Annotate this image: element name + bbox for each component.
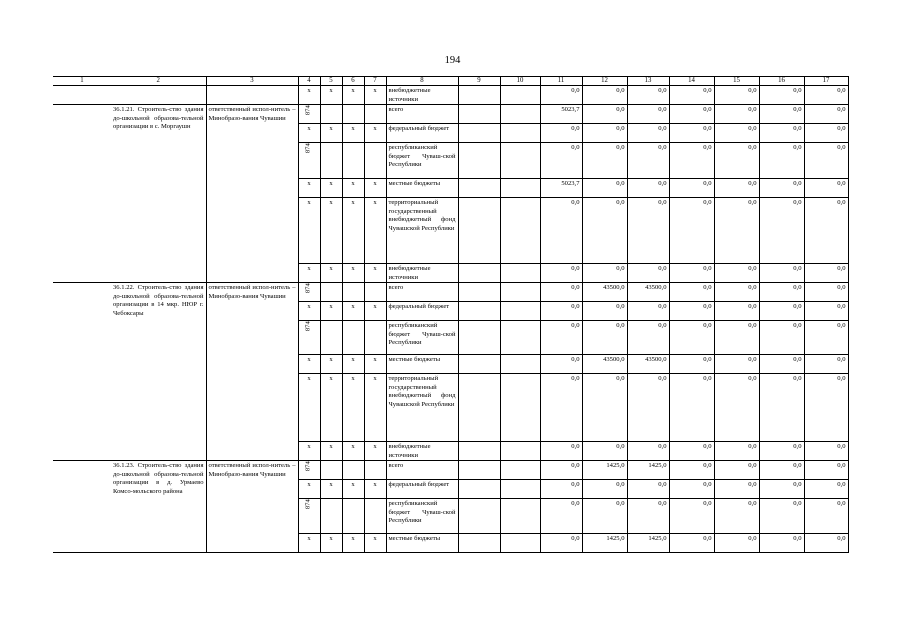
x-mark: х <box>364 86 386 105</box>
code-cell <box>298 283 320 302</box>
x-mark: х <box>342 124 364 143</box>
empty-cell <box>458 283 500 302</box>
empty-cell <box>500 143 540 179</box>
header-cell: 1 <box>53 77 111 86</box>
empty-cell <box>458 143 500 179</box>
value-cell: 0,0 <box>582 499 627 534</box>
x-mark: х <box>342 355 364 374</box>
value-cell: 0,0 <box>804 124 848 143</box>
value-cell: 0,0 <box>669 534 714 553</box>
x-mark: х <box>298 534 320 553</box>
empty-cell <box>364 499 386 534</box>
value-cell: 0,0 <box>627 499 669 534</box>
value-cell: 0,0 <box>759 198 804 264</box>
empty-cell <box>500 283 540 302</box>
col1-cell <box>53 461 111 553</box>
empty-cell <box>500 105 540 124</box>
value-cell: 0,0 <box>714 374 759 442</box>
x-mark: х <box>320 374 342 442</box>
value-cell: 0,0 <box>582 264 627 283</box>
x-mark: х <box>298 124 320 143</box>
empty-cell <box>500 461 540 480</box>
empty-cell <box>342 461 364 480</box>
code-cell <box>298 499 320 534</box>
value-cell: 0,0 <box>714 179 759 198</box>
col1-cell <box>53 86 111 105</box>
empty-cell <box>364 283 386 302</box>
x-mark: х <box>298 355 320 374</box>
empty-cell <box>458 321 500 355</box>
empty-cell <box>320 143 342 179</box>
value-cell: 0,0 <box>669 321 714 355</box>
header-row <box>53 77 848 86</box>
x-mark: х <box>364 480 386 499</box>
empty-cell <box>320 461 342 480</box>
header-cell: 6 <box>342 77 364 86</box>
value-cell: 0,0 <box>669 480 714 499</box>
empty-cell <box>500 302 540 321</box>
x-mark: х <box>298 302 320 321</box>
source-cell: местные бюджеты <box>386 534 458 553</box>
x-mark: х <box>320 442 342 461</box>
value-cell: 0,0 <box>627 480 669 499</box>
source-cell: республиканский бюджет Чуваш-ской Республики <box>386 143 458 179</box>
value-cell: 0,0 <box>627 442 669 461</box>
x-mark: х <box>320 124 342 143</box>
value-cell: 0,0 <box>582 442 627 461</box>
value-cell: 0,0 <box>669 442 714 461</box>
value-cell: 0,0 <box>627 321 669 355</box>
x-mark: х <box>364 442 386 461</box>
value-cell: 1425,0 <box>582 534 627 553</box>
empty-cell <box>342 105 364 124</box>
empty-cell <box>364 105 386 124</box>
empty-cell <box>458 499 500 534</box>
value-cell: 0,0 <box>627 105 669 124</box>
empty-cell <box>458 442 500 461</box>
value-cell: 0,0 <box>582 480 627 499</box>
value-cell: 0,0 <box>804 264 848 283</box>
empty-cell <box>500 534 540 553</box>
value-cell: 0,0 <box>759 283 804 302</box>
executor-cell: ответственный испол-нитель – Минобразо-вания Чувашии <box>206 105 298 283</box>
value-cell: 0,0 <box>540 374 582 442</box>
col1-cell <box>53 105 111 283</box>
value-cell: 1425,0 <box>582 461 627 480</box>
value-cell: 0,0 <box>669 198 714 264</box>
value-cell: 43500,0 <box>627 283 669 302</box>
value-cell: 43500,0 <box>582 355 627 374</box>
header-cell: 12 <box>582 77 627 86</box>
value-cell: 0,0 <box>759 124 804 143</box>
source-cell: республиканский бюджет Чуваш-ской Республики <box>386 499 458 534</box>
empty-cell <box>206 86 298 105</box>
empty-cell <box>458 534 500 553</box>
value-cell: 0,0 <box>627 264 669 283</box>
table-row <box>53 86 848 105</box>
value-cell: 43500,0 <box>627 355 669 374</box>
value-cell: 0,0 <box>804 461 848 480</box>
empty-cell <box>458 480 500 499</box>
value-cell: 0,0 <box>714 442 759 461</box>
value-cell: 0,0 <box>669 86 714 105</box>
value-cell: 0,0 <box>582 124 627 143</box>
table-row <box>53 105 848 124</box>
value-cell: 0,0 <box>714 143 759 179</box>
x-mark: х <box>320 302 342 321</box>
empty-cell <box>364 321 386 355</box>
value-cell: 0,0 <box>804 198 848 264</box>
x-mark: х <box>342 179 364 198</box>
empty-cell <box>500 499 540 534</box>
empty-cell <box>500 86 540 105</box>
value-cell: 1425,0 <box>627 461 669 480</box>
code-value: 874 <box>304 283 312 294</box>
value-cell: 0,0 <box>759 302 804 321</box>
value-cell: 0,0 <box>540 534 582 553</box>
value-cell: 0,0 <box>540 461 582 480</box>
header-cell: 16 <box>759 77 804 86</box>
value-cell: 0,0 <box>627 124 669 143</box>
x-mark: х <box>320 534 342 553</box>
x-mark: х <box>364 534 386 553</box>
value-cell: 0,0 <box>627 198 669 264</box>
budget-table <box>53 76 849 553</box>
value-cell: 0,0 <box>759 461 804 480</box>
source-cell: внебюджетные источники <box>386 442 458 461</box>
value-cell: 0,0 <box>669 143 714 179</box>
activity-title: 36.1.23. Строитель-ство здания до-школьной образова-тельной организации в д. Урмаево Комсо-мольского района <box>111 461 206 553</box>
value-cell: 0,0 <box>759 374 804 442</box>
value-cell: 0,0 <box>759 442 804 461</box>
activity-title: 36.1.21. Строитель-ство здания до-школьной образова-тельной организации в с. Моргаушн <box>111 105 206 283</box>
x-mark: х <box>342 374 364 442</box>
x-mark: х <box>364 264 386 283</box>
value-cell: 0,0 <box>804 442 848 461</box>
empty-cell <box>458 179 500 198</box>
value-cell: 0,0 <box>669 355 714 374</box>
value-cell: 0,0 <box>714 321 759 355</box>
value-cell: 0,0 <box>627 374 669 442</box>
source-cell: всего <box>386 105 458 124</box>
header-cell: 11 <box>540 77 582 86</box>
empty-cell <box>500 480 540 499</box>
value-cell: 0,0 <box>759 86 804 105</box>
empty-cell <box>458 355 500 374</box>
x-mark: х <box>342 302 364 321</box>
value-cell: 0,0 <box>540 143 582 179</box>
value-cell: 0,0 <box>540 264 582 283</box>
value-cell: 0,0 <box>540 283 582 302</box>
code-value: 874 <box>304 105 312 116</box>
code-cell <box>298 461 320 480</box>
source-cell: федеральный бюджет <box>386 302 458 321</box>
empty-cell <box>458 86 500 105</box>
value-cell: 0,0 <box>804 86 848 105</box>
source-cell: местные бюджеты <box>386 355 458 374</box>
value-cell: 0,0 <box>804 105 848 124</box>
x-mark: х <box>298 86 320 105</box>
value-cell: 0,0 <box>627 143 669 179</box>
empty-cell <box>458 374 500 442</box>
empty-cell <box>320 283 342 302</box>
code-value: 874 <box>304 499 312 510</box>
empty-cell <box>342 143 364 179</box>
empty-cell <box>500 374 540 442</box>
code-value: 874 <box>304 143 312 154</box>
empty-cell <box>458 198 500 264</box>
value-cell: 0,0 <box>759 143 804 179</box>
value-cell: 0,0 <box>804 302 848 321</box>
code-cell <box>298 105 320 124</box>
value-cell: 0,0 <box>714 302 759 321</box>
value-cell: 0,0 <box>582 302 627 321</box>
value-cell: 0,0 <box>540 86 582 105</box>
value-cell: 0,0 <box>540 124 582 143</box>
value-cell: 0,0 <box>627 179 669 198</box>
value-cell: 0,0 <box>759 179 804 198</box>
header-cell: 3 <box>206 77 298 86</box>
value-cell: 0,0 <box>582 143 627 179</box>
value-cell: 0,0 <box>804 179 848 198</box>
source-cell: федеральный бюджет <box>386 124 458 143</box>
page-number: 194 <box>444 55 461 66</box>
x-mark: х <box>298 264 320 283</box>
code-cell <box>298 321 320 355</box>
header-cell: 10 <box>500 77 540 86</box>
x-mark: х <box>298 480 320 499</box>
x-mark: х <box>342 480 364 499</box>
x-mark: х <box>342 534 364 553</box>
x-mark: х <box>342 264 364 283</box>
x-mark: х <box>298 374 320 442</box>
empty-cell <box>500 355 540 374</box>
value-cell: 0,0 <box>540 355 582 374</box>
activity-title: 36.1.22. Строитель-ство здания до-школьной образова-тельной организации в 14 мкр. НЮР г. Чебоксары <box>111 283 206 461</box>
empty-cell <box>500 124 540 143</box>
empty-cell <box>364 461 386 480</box>
value-cell: 0,0 <box>540 442 582 461</box>
value-cell: 0,0 <box>582 321 627 355</box>
empty-cell <box>111 86 206 105</box>
x-mark: х <box>320 179 342 198</box>
value-cell: 0,0 <box>804 355 848 374</box>
x-mark: х <box>342 86 364 105</box>
header-cell: 7 <box>364 77 386 86</box>
x-mark: х <box>320 480 342 499</box>
empty-cell <box>364 143 386 179</box>
x-mark: х <box>342 198 364 264</box>
source-cell: местные бюджеты <box>386 179 458 198</box>
value-cell: 0,0 <box>804 534 848 553</box>
value-cell: 0,0 <box>669 105 714 124</box>
empty-cell <box>500 264 540 283</box>
value-cell: 1425,0 <box>627 534 669 553</box>
value-cell: 0,0 <box>714 499 759 534</box>
empty-cell <box>500 198 540 264</box>
value-cell: 5023,7 <box>540 105 582 124</box>
value-cell: 0,0 <box>540 302 582 321</box>
empty-cell <box>500 321 540 355</box>
value-cell: 0,0 <box>804 283 848 302</box>
value-cell: 0,0 <box>540 198 582 264</box>
value-cell: 5023,7 <box>540 179 582 198</box>
value-cell: 0,0 <box>714 105 759 124</box>
x-mark: х <box>320 264 342 283</box>
value-cell: 0,0 <box>714 480 759 499</box>
header-cell: 5 <box>320 77 342 86</box>
source-cell: внебюджетные источники <box>386 264 458 283</box>
header-cell: 9 <box>458 77 500 86</box>
x-mark: х <box>364 374 386 442</box>
source-cell: всего <box>386 461 458 480</box>
col1-cell <box>53 283 111 461</box>
value-cell: 0,0 <box>582 374 627 442</box>
value-cell: 0,0 <box>714 355 759 374</box>
value-cell: 0,0 <box>582 105 627 124</box>
source-cell: республиканский бюджет Чуваш-ской Республики <box>386 321 458 355</box>
empty-cell <box>458 264 500 283</box>
source-cell: территориальный государственный внебюджетный фонд Чувашской Республики <box>386 374 458 442</box>
source-cell: внебюджетные источники <box>386 86 458 105</box>
empty-cell <box>458 105 500 124</box>
header-cell: 17 <box>804 77 848 86</box>
x-mark: х <box>298 179 320 198</box>
value-cell: 0,0 <box>759 105 804 124</box>
value-cell: 0,0 <box>669 374 714 442</box>
x-mark: х <box>320 355 342 374</box>
x-mark: х <box>364 302 386 321</box>
value-cell: 0,0 <box>759 499 804 534</box>
value-cell: 0,0 <box>804 143 848 179</box>
value-cell: 0,0 <box>714 86 759 105</box>
value-cell: 0,0 <box>627 302 669 321</box>
value-cell: 0,0 <box>669 499 714 534</box>
value-cell: 0,0 <box>714 534 759 553</box>
x-mark: х <box>320 86 342 105</box>
table-row <box>53 461 848 480</box>
x-mark: х <box>364 355 386 374</box>
empty-cell <box>500 179 540 198</box>
value-cell: 0,0 <box>669 283 714 302</box>
empty-cell <box>320 321 342 355</box>
value-cell: 0,0 <box>627 86 669 105</box>
header-cell: 4 <box>298 77 320 86</box>
x-mark: х <box>364 179 386 198</box>
source-cell: всего <box>386 283 458 302</box>
executor-cell: ответственный испол-нитель – Минобразо-вания Чувашии <box>206 283 298 461</box>
value-cell: 0,0 <box>669 264 714 283</box>
header-cell: 14 <box>669 77 714 86</box>
executor-cell: ответственный испол-нитель – Минобразо-вания Чувашии <box>206 461 298 553</box>
value-cell: 0,0 <box>759 355 804 374</box>
value-cell: 0,0 <box>759 321 804 355</box>
empty-cell <box>458 302 500 321</box>
empty-cell <box>320 499 342 534</box>
header-cell: 15 <box>714 77 759 86</box>
value-cell: 0,0 <box>540 480 582 499</box>
empty-cell <box>342 283 364 302</box>
code-value: 874 <box>304 461 312 472</box>
header-cell: 8 <box>386 77 458 86</box>
value-cell: 0,0 <box>714 124 759 143</box>
value-cell: 43500,0 <box>582 283 627 302</box>
value-cell: 0,0 <box>669 461 714 480</box>
value-cell: 0,0 <box>804 499 848 534</box>
value-cell: 0,0 <box>759 480 804 499</box>
value-cell: 0,0 <box>582 179 627 198</box>
value-cell: 0,0 <box>714 283 759 302</box>
value-cell: 0,0 <box>759 534 804 553</box>
empty-cell <box>342 499 364 534</box>
source-cell: федеральный бюджет <box>386 480 458 499</box>
empty-cell <box>342 321 364 355</box>
value-cell: 0,0 <box>714 461 759 480</box>
value-cell: 0,0 <box>804 374 848 442</box>
empty-cell <box>458 461 500 480</box>
empty-cell <box>458 124 500 143</box>
x-mark: х <box>298 198 320 264</box>
value-cell: 0,0 <box>669 179 714 198</box>
x-mark: х <box>298 442 320 461</box>
empty-cell <box>500 442 540 461</box>
x-mark: х <box>320 198 342 264</box>
source-cell: территориальный государственный внебюджетный фонд Чувашской Республики <box>386 198 458 264</box>
table-row <box>53 283 848 302</box>
code-cell <box>298 143 320 179</box>
x-mark: х <box>364 198 386 264</box>
value-cell: 0,0 <box>582 198 627 264</box>
value-cell: 0,0 <box>714 198 759 264</box>
x-mark: х <box>342 442 364 461</box>
code-value: 874 <box>304 321 312 332</box>
empty-cell <box>320 105 342 124</box>
value-cell: 0,0 <box>669 124 714 143</box>
value-cell: 0,0 <box>759 264 804 283</box>
value-cell: 0,0 <box>582 86 627 105</box>
x-mark: х <box>364 124 386 143</box>
value-cell: 0,0 <box>540 321 582 355</box>
value-cell: 0,0 <box>804 480 848 499</box>
value-cell: 0,0 <box>714 264 759 283</box>
value-cell: 0,0 <box>540 499 582 534</box>
header-cell: 13 <box>627 77 669 86</box>
value-cell: 0,0 <box>804 321 848 355</box>
header-cell: 2 <box>111 77 206 86</box>
value-cell: 0,0 <box>669 302 714 321</box>
